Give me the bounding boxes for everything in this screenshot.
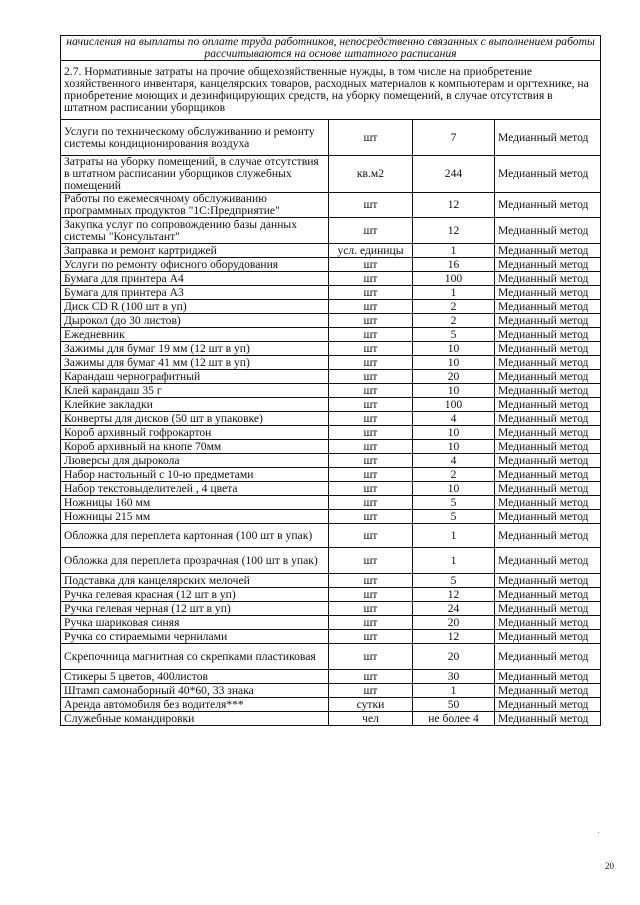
table-row: [61, 482, 601, 496]
item-method: Медианный метод: [495, 218, 601, 244]
item-method: Медианный метод: [495, 524, 601, 548]
item-unit: шт: [329, 426, 413, 440]
table-row: [61, 454, 601, 468]
item-name: Ножницы 160 мм: [61, 496, 329, 510]
item-method: Медианный метод: [495, 644, 601, 670]
table-row: [61, 300, 601, 314]
item-name: Люверсы для дырокола: [61, 454, 329, 468]
item-method: Медианный метод: [495, 398, 601, 412]
item-unit: шт: [329, 356, 413, 370]
item-unit: шт: [329, 510, 413, 524]
item-name: Обложка для переплета картонная (100 шт в упак): [61, 524, 329, 548]
table-row: [61, 670, 601, 684]
item-method: Медианный метод: [495, 684, 601, 698]
item-unit: шт: [329, 482, 413, 496]
item-method: Медианный метод: [495, 328, 601, 342]
table-row: [61, 426, 601, 440]
item-quantity: 20: [413, 616, 495, 630]
table-row: [61, 698, 601, 712]
item-quantity: 5: [413, 496, 495, 510]
table-row: [61, 328, 601, 342]
item-name: Штамп самонаборный 40*60, 33 знака: [61, 684, 329, 698]
item-name: Набор настольный с 10-ю предметами: [61, 468, 329, 482]
section-heading: 2.7. Нормативные затраты на прочие общехозяйственные нужды, в том числе на приобретение хозяйственного инвентаря, канцелярских товаров, расходных материалов к компьютерам и оргтехнике, на приобретение моющих и дезинфицирующих средств, на уборку помещений, в случае отсутствия в штатном расписании уборщиков: [61, 61, 601, 120]
item-method: Медианный метод: [495, 712, 601, 726]
item-name: Ежедневник: [61, 328, 329, 342]
item-method: Медианный метод: [495, 510, 601, 524]
table-row: [61, 496, 601, 510]
table-row: [61, 684, 601, 698]
item-name: Короб архивный гофрокартон: [61, 426, 329, 440]
header-text: начисления на выплаты по оплате труда работников, непосредственно связанных с выполнением работы рассчитываются на основе штатного расписания: [61, 36, 601, 61]
item-unit: шт: [329, 218, 413, 244]
item-quantity: 100: [413, 272, 495, 286]
item-quantity: 16: [413, 258, 495, 272]
item-unit: шт: [329, 574, 413, 588]
item-method: Медианный метод: [495, 300, 601, 314]
item-method: Медианный метод: [495, 384, 601, 398]
item-name: Закупка услуг по сопровождению базы данных системы "Консультант": [61, 218, 329, 244]
item-method: Медианный метод: [495, 426, 601, 440]
item-quantity: 5: [413, 510, 495, 524]
item-unit: шт: [329, 602, 413, 616]
item-method: Медианный метод: [495, 548, 601, 574]
item-quantity: 12: [413, 218, 495, 244]
item-method: Медианный метод: [495, 370, 601, 384]
item-method: Медианный метод: [495, 454, 601, 468]
item-method: Медианный метод: [495, 616, 601, 630]
item-method: Медианный метод: [495, 272, 601, 286]
item-quantity: 10: [413, 482, 495, 496]
item-method: Медианный метод: [495, 698, 601, 712]
item-method: Медианный метод: [495, 314, 601, 328]
item-method: Медианный метод: [495, 342, 601, 356]
item-name: Бумага для принтера А4: [61, 272, 329, 286]
item-unit: шт: [329, 314, 413, 328]
table-row: [61, 193, 601, 218]
scan-speck: [598, 832, 599, 833]
item-name: Ножницы 215 мм: [61, 510, 329, 524]
item-method: Медианный метод: [495, 356, 601, 370]
item-unit: шт: [329, 454, 413, 468]
table-row: [61, 218, 601, 244]
item-method: Медианный метод: [495, 482, 601, 496]
item-method: Медианный метод: [495, 258, 601, 272]
item-quantity: 10: [413, 440, 495, 454]
item-method: Медианный метод: [495, 468, 601, 482]
table-row: [61, 602, 601, 616]
item-unit: шт: [329, 496, 413, 510]
item-unit: шт: [329, 644, 413, 670]
item-unit: шт: [329, 440, 413, 454]
item-method: Медианный метод: [495, 670, 601, 684]
item-quantity: 12: [413, 588, 495, 602]
item-unit: шт: [329, 286, 413, 300]
expense-table: [60, 35, 601, 726]
table-row: [61, 156, 601, 193]
item-quantity: 12: [413, 193, 495, 218]
item-unit: шт: [329, 258, 413, 272]
item-name: Бумага для принтера А3: [61, 286, 329, 300]
item-quantity: не более 4: [413, 712, 495, 726]
item-quantity: 1: [413, 244, 495, 258]
item-quantity: 10: [413, 356, 495, 370]
item-name: Диск CD R (100 шт в уп): [61, 300, 329, 314]
item-quantity: 1: [413, 286, 495, 300]
item-quantity: 4: [413, 412, 495, 426]
item-unit: шт: [329, 684, 413, 698]
item-unit: шт: [329, 524, 413, 548]
item-quantity: 244: [413, 156, 495, 193]
table-row: [61, 510, 601, 524]
item-name: Ручка со стираемыми чернилами: [61, 630, 329, 644]
item-unit: шт: [329, 548, 413, 574]
item-quantity: 20: [413, 370, 495, 384]
item-unit: шт: [329, 272, 413, 286]
item-name: Стикеры 5 цветов, 400листов: [61, 670, 329, 684]
table-row: [61, 286, 601, 300]
item-method: Медианный метод: [495, 412, 601, 426]
item-unit: шт: [329, 342, 413, 356]
item-unit: шт: [329, 300, 413, 314]
item-quantity: 12: [413, 630, 495, 644]
table-row: [61, 342, 601, 356]
table-row: [61, 412, 601, 426]
item-method: Медианный метод: [495, 496, 601, 510]
item-name: Услуги по техническому обслуживанию и ремонту системы кондиционирования воздуха: [61, 120, 329, 156]
item-unit: шт: [329, 616, 413, 630]
table-row: [61, 370, 601, 384]
item-unit: чел: [329, 712, 413, 726]
item-unit: шт: [329, 328, 413, 342]
item-quantity: 24: [413, 602, 495, 616]
section-row: [61, 61, 601, 120]
item-quantity: 2: [413, 314, 495, 328]
table-row: [61, 644, 601, 670]
table-row: [61, 616, 601, 630]
item-quantity: 2: [413, 468, 495, 482]
item-quantity: 1: [413, 684, 495, 698]
item-unit: шт: [329, 670, 413, 684]
table-row: [61, 468, 601, 482]
item-quantity: 10: [413, 342, 495, 356]
table-row: [61, 440, 601, 454]
item-name: Клей карандаш 35 г: [61, 384, 329, 398]
item-unit: шт: [329, 120, 413, 156]
item-name: Услуги по ремонту офисного оборудования: [61, 258, 329, 272]
table-row: [61, 244, 601, 258]
item-method: Медианный метод: [495, 574, 601, 588]
item-unit: сутки: [329, 698, 413, 712]
table-row: [61, 258, 601, 272]
item-method: Медианный метод: [495, 602, 601, 616]
item-name: Ручка шариковая синяя: [61, 616, 329, 630]
item-unit: кв.м2: [329, 156, 413, 193]
item-quantity: 2: [413, 300, 495, 314]
item-name: Ручка гелевая черная (12 шт в уп): [61, 602, 329, 616]
item-name: Аренда автомобиля без водителя***: [61, 698, 329, 712]
item-method: Медианный метод: [495, 244, 601, 258]
item-quantity: 1: [413, 524, 495, 548]
table-row: [61, 574, 601, 588]
item-unit: шт: [329, 370, 413, 384]
item-quantity: 20: [413, 644, 495, 670]
item-quantity: 4: [413, 454, 495, 468]
item-name: Ручка гелевая красная (12 шт в уп): [61, 588, 329, 602]
item-unit: шт: [329, 384, 413, 398]
item-name: Обложка для переплета прозрачная (100 шт в упак): [61, 548, 329, 574]
item-quantity: 50: [413, 698, 495, 712]
item-quantity: 30: [413, 670, 495, 684]
item-unit: шт: [329, 193, 413, 218]
item-name: Подставка для канцелярских мелочей: [61, 574, 329, 588]
item-name: Служебные командировки: [61, 712, 329, 726]
item-unit: шт: [329, 588, 413, 602]
item-quantity: 5: [413, 574, 495, 588]
table-row: [61, 398, 601, 412]
item-method: Медианный метод: [495, 286, 601, 300]
item-method: Медианный метод: [495, 156, 601, 193]
item-method: Медианный метод: [495, 588, 601, 602]
item-method: Медианный метод: [495, 630, 601, 644]
item-name: Затраты на уборку помещений, в случае отсутствия в штатном расписании уборщиков служебных помещений: [61, 156, 329, 193]
item-method: Медианный метод: [495, 193, 601, 218]
table-row: [61, 548, 601, 574]
header-row: [61, 36, 601, 61]
item-method: Медианный метод: [495, 120, 601, 156]
table-row: [61, 588, 601, 602]
item-quantity: 5: [413, 328, 495, 342]
item-unit: усл. единицы: [329, 244, 413, 258]
item-quantity: 1: [413, 548, 495, 574]
item-name: Конверты для дисков (50 шт в упаковке): [61, 412, 329, 426]
item-quantity: 100: [413, 398, 495, 412]
table-row: [61, 120, 601, 156]
item-unit: шт: [329, 412, 413, 426]
table-row: [61, 712, 601, 726]
item-unit: шт: [329, 398, 413, 412]
table-row: [61, 524, 601, 548]
table-row: [61, 384, 601, 398]
item-name: Карандаш чернографитный: [61, 370, 329, 384]
page-number: 20: [605, 861, 614, 871]
item-name: Дырокол (до 30 листов): [61, 314, 329, 328]
item-name: Зажимы для бумаг 19 мм (12 шт в уп): [61, 342, 329, 356]
item-method: Медианный метод: [495, 440, 601, 454]
table-row: [61, 272, 601, 286]
item-quantity: 10: [413, 426, 495, 440]
item-name: Зажимы для бумаг 41 мм (12 шт в уп): [61, 356, 329, 370]
item-name: Скрепочница магнитная со скрепками пластиковая: [61, 644, 329, 670]
item-unit: шт: [329, 630, 413, 644]
item-quantity: 10: [413, 384, 495, 398]
table-row: [61, 630, 601, 644]
table-row: [61, 356, 601, 370]
item-name: Короб архивный на кнопе 70мм: [61, 440, 329, 454]
item-name: Работы по ежемесячному обслуживанию программных продуктов "1С:Предприятие": [61, 193, 329, 218]
item-name: Клейкие закладки: [61, 398, 329, 412]
item-name: Набор текстовыделителей , 4 цвета: [61, 482, 329, 496]
table-row: [61, 314, 601, 328]
item-unit: шт: [329, 468, 413, 482]
item-name: Заправка и ремонт картриджей: [61, 244, 329, 258]
item-quantity: 7: [413, 120, 495, 156]
